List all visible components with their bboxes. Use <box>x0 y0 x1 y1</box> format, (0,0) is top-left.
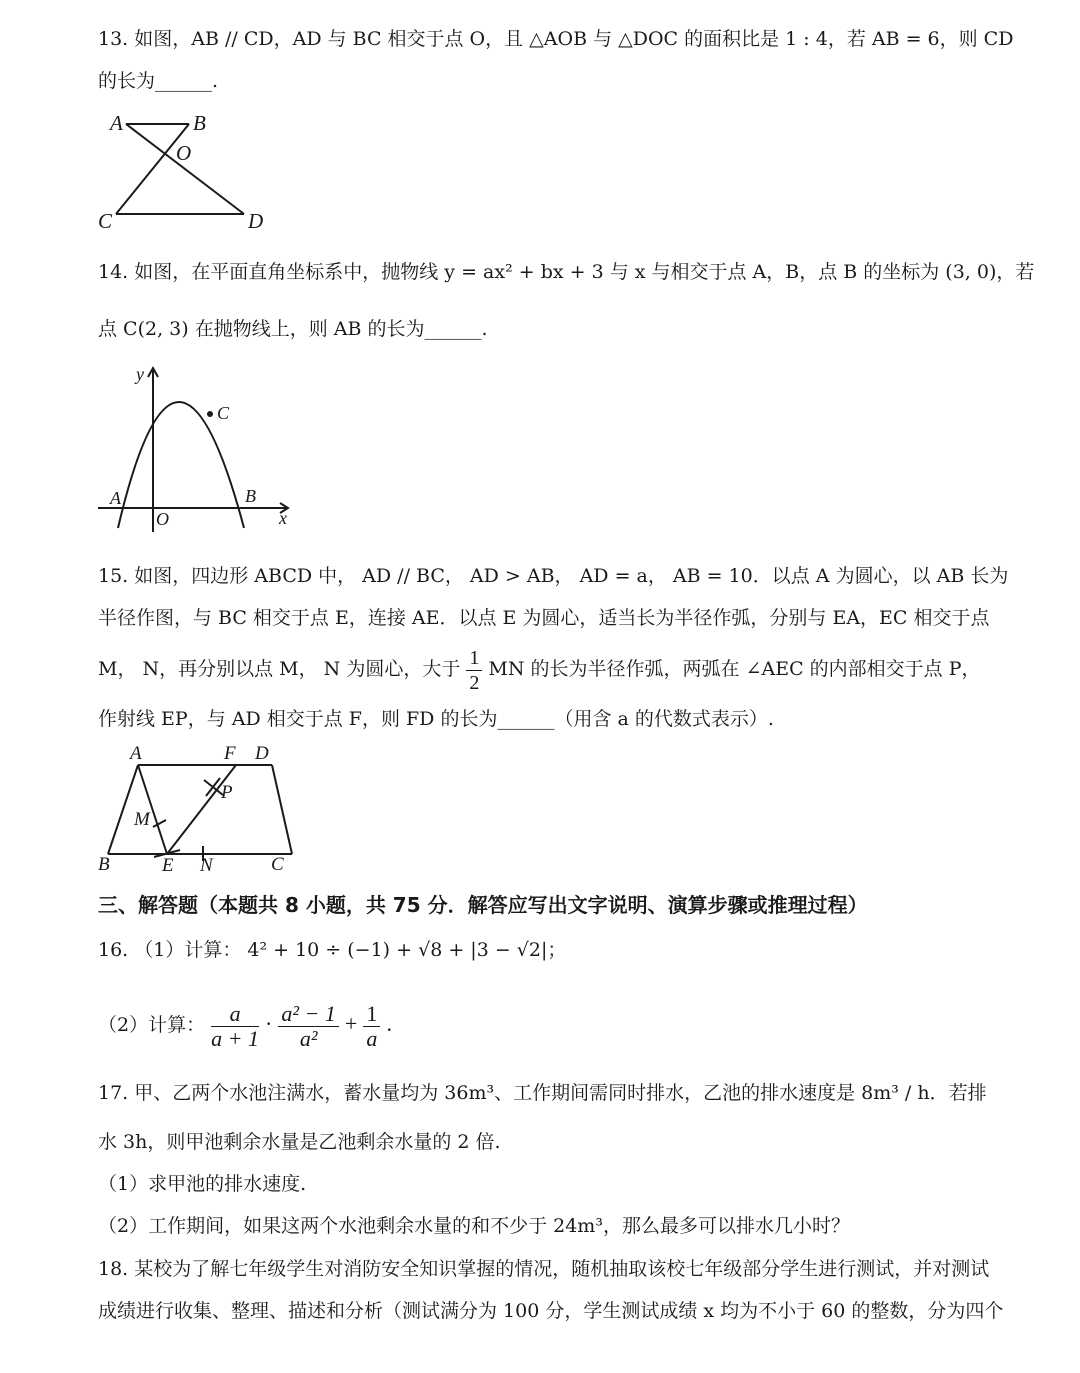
q14-point-c <box>207 411 213 417</box>
q14-label-a: A <box>110 488 121 508</box>
q17-line-3: （1）求甲池的排水速度. <box>98 1173 307 1195</box>
q15-frac-num: 1 <box>466 646 482 671</box>
q17-line-4: （2）工作期间，如果这两个水池剩余水量的和不少于 24m³，那么最多可以排水几小时？ <box>98 1215 850 1237</box>
q16-f1-num: a <box>211 1002 259 1027</box>
q18-line-1: 18. 某校为了解七年级学生对消防安全知识掌握的情况，随机抽取该校七年级部分学生进行测试，并对测试 <box>98 1258 990 1280</box>
q15-figure <box>96 740 306 875</box>
q16-end: . <box>386 1011 392 1036</box>
q15-line-4: 作射线 EP，与 AD 相交于点 F，则 FD 的长为______（用含 a 的代数式表示）. <box>98 708 774 730</box>
q17-line-2: 水 3h，则甲池剩余水量是乙池剩余水量的 2 倍. <box>98 1131 501 1153</box>
q14-label-o: O <box>156 509 169 529</box>
q16-part-1: 16. （1）计算： 4² + 10 ÷ (−1) + √8 + |3 − √2|； <box>98 939 567 961</box>
q15-label-n: N <box>200 855 213 875</box>
q14-label-x: x <box>279 508 287 528</box>
q16-f1-den: a + 1 <box>211 1025 259 1051</box>
q16-plus: + <box>344 1011 358 1036</box>
q16-f2-num: a² − 1 <box>278 1002 338 1027</box>
q18-line-2: 成绩进行收集、整理、描述和分析（测试满分为 100 分，学生测试成绩 x 均为不小于 60 的整数，分为四个 <box>98 1300 1004 1322</box>
q16-fraction-2 <box>278 1002 338 1051</box>
q15-label-f: F <box>224 743 236 764</box>
q15-frac-den: 2 <box>469 671 480 694</box>
q16-part-2 <box>98 996 392 1053</box>
q17-line-1: 17. 甲、乙两个水池注满水，蓄水量均为 36m³、工作期间需同时排水，乙池的排水速度是 8m³ / h．若排 <box>98 1082 987 1104</box>
q14-line-1: 14. 如图，在平面直角坐标系中，抛物线 y = ax² + bx + 3 与 x 与相交于点 A，B，点 B 的坐标为 (3, 0)，若 <box>98 261 1035 283</box>
section-3-heading: 三、解答题（本题共 8 小题，共 75 分．解答应写出文字说明、演算步骤或推理过程） <box>98 893 868 917</box>
q14-figure <box>96 362 306 537</box>
q15-line-3a: M， N，再分别以点 M， N 为圆心，大于 <box>98 658 461 680</box>
q15-line-1: 15. 如图，四边形 ABCD 中， AD // BC， AD > AB， AD = a， AB = 10．以点 A 为圆心，以 AB 长为 <box>98 565 1009 587</box>
q14-label-y: y <box>136 364 144 384</box>
q13-label-a: A <box>110 111 123 135</box>
q15-label-a: A <box>130 743 142 764</box>
q14-line-2: 点 C(2, 3) 在抛物线上，则 AB 的长为______. <box>98 318 488 340</box>
q13-line-1: 13. 如图，AB // CD，AD 与 BC 相交于点 O，且 △AOB 与 △DOC 的面积比是 1 : 4，若 AB = 6，则 CD <box>98 28 1014 50</box>
q13-line-2: 的长为______. <box>98 70 219 92</box>
q16-f3-num: 1 <box>363 1002 380 1027</box>
q15-line-2: 半径作图，与 BC 相交于点 E，连接 AE．以点 E 为圆心，适当长为半径作弧，分别与 EA，EC 相交于点 <box>98 607 990 629</box>
q16-f3-den: a <box>366 1025 378 1051</box>
q15-line-3 <box>98 644 981 695</box>
q14-label-c: C <box>217 403 230 423</box>
q14-label-b: B <box>245 486 256 506</box>
q13-label-o: O <box>176 141 192 165</box>
q15-label-p: P <box>221 782 233 803</box>
q13-label-b: B <box>193 111 206 135</box>
q15-line-3b: MN 的长为半径作弧，两弧在 ∠AEC 的内部相交于点 P， <box>488 658 981 680</box>
q15-label-d: D <box>255 743 269 764</box>
q16-fraction-3 <box>363 1002 380 1051</box>
q15-half-fraction <box>466 646 482 695</box>
q13-label-d: D <box>248 209 264 233</box>
q16-dot: · <box>265 1011 273 1036</box>
q13-figure <box>96 108 276 236</box>
q13-label-c: C <box>98 209 113 233</box>
q15-label-c: C <box>271 854 284 875</box>
q15-label-b: B <box>98 854 110 875</box>
q15-label-m: M <box>134 809 150 830</box>
q15-label-e: E <box>162 855 174 875</box>
q16-fraction-1 <box>211 1002 259 1051</box>
q16-f2-den: a² <box>299 1025 318 1051</box>
q16-part-2-label: （2）计算： <box>98 1014 206 1036</box>
